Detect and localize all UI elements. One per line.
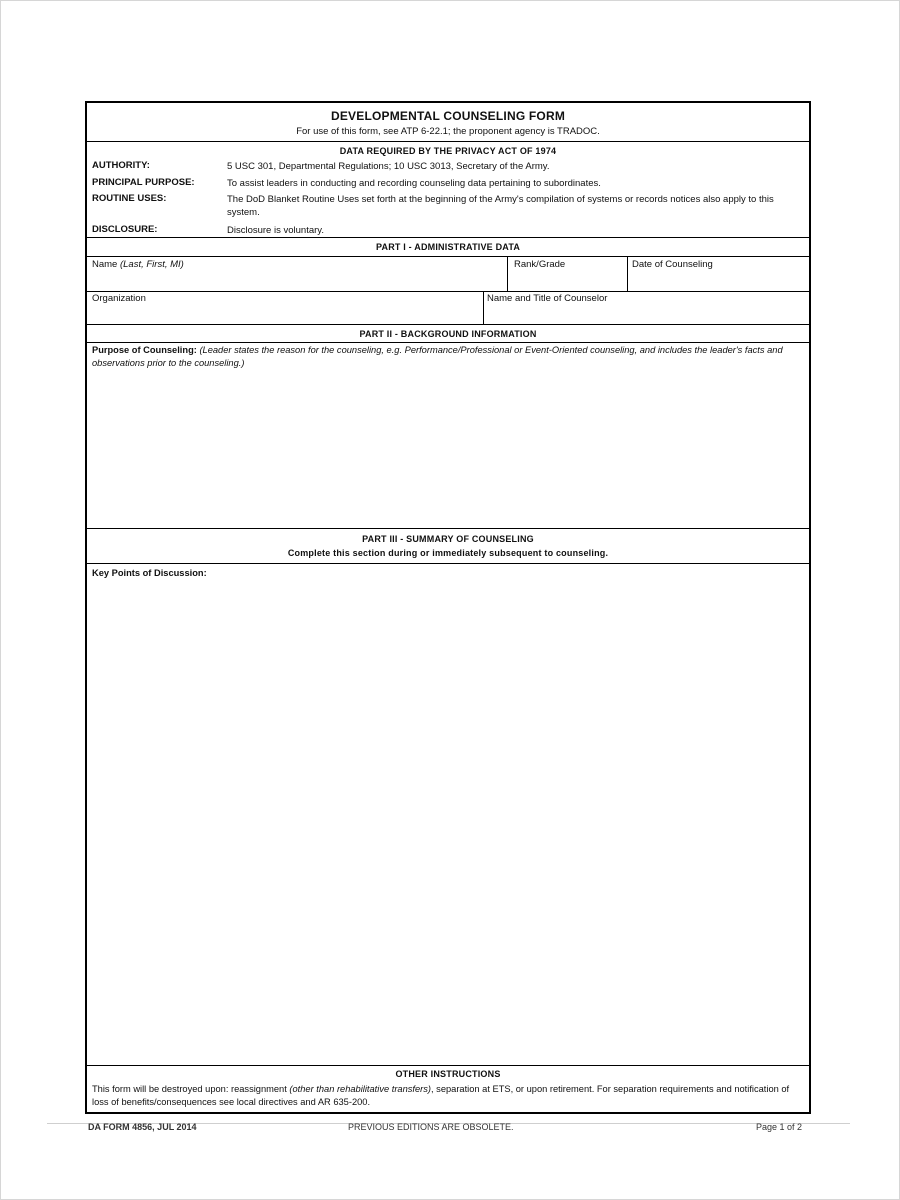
divider <box>627 256 628 291</box>
instructions-part: , separation at ETS, or upon retirement. For separation requirements and notification of loss of benefits/consequences see local directives and AR 635-200. <box>92 1084 790 1107</box>
routine-uses-text: The DoD Blanket Routine Uses set forth at the beginning of the Army's compilation of systems or records notices also apply to this system. <box>227 194 774 218</box>
footer-form-number: DA FORM 4856, JUL 2014 <box>88 1122 197 1132</box>
instructions-part: This form will be destroyed upon: reassignment <box>92 1084 290 1094</box>
divider <box>87 141 809 142</box>
divider <box>87 342 809 343</box>
other-instructions-heading: OTHER INSTRUCTIONS <box>395 1069 501 1079</box>
part2-heading: PART II - BACKGROUND INFORMATION <box>359 329 537 339</box>
organization-field[interactable]: Organization <box>92 293 146 304</box>
routine-uses-label: ROUTINE USES: <box>92 193 167 204</box>
purpose-hint: (Leader states the reason for the counseling, e.g. Performance/Professional or Event-Oriented counseling, and includes the leader's facts and observations prior to the counseling.) <box>92 345 783 368</box>
name-hint: (Last, First, MI) <box>119 259 184 270</box>
divider <box>87 528 809 529</box>
key-points-field[interactable] <box>92 567 805 580</box>
divider <box>507 256 508 291</box>
form-subtitle: For use of this form, see ATP 6-22.1; the proponent agency is TRADOC. <box>296 126 600 137</box>
divider <box>87 324 809 325</box>
divider <box>87 256 809 257</box>
name-field[interactable] <box>92 259 184 270</box>
purpose-label: Purpose of Counseling: <box>92 345 197 355</box>
counseling-form <box>85 101 811 1114</box>
disclosure-text: Disclosure is voluntary. <box>227 225 324 236</box>
footer-editions: PREVIOUS EDITIONS ARE OBSOLETE. <box>348 1122 514 1132</box>
instructions-italic: (other than rehabilitative transfers) <box>289 1084 431 1094</box>
divider <box>483 291 484 324</box>
divider <box>87 291 809 292</box>
footer-page: Page 1 of 2 <box>756 1122 803 1132</box>
principal-purpose-text: To assist leaders in conducting and recording counseling data pertaining to subordinates. <box>227 178 601 189</box>
disclosure-label: DISCLOSURE: <box>92 224 158 235</box>
part3-heading: PART III - SUMMARY OF COUNSELING <box>362 534 534 544</box>
date-of-counseling-field[interactable]: Date of Counseling <box>632 259 713 270</box>
key-points-label: Key Points of Discussion: <box>92 568 207 578</box>
other-instructions-text <box>92 1083 805 1108</box>
rank-grade-field[interactable]: Rank/Grade <box>514 259 566 270</box>
purpose-of-counseling-field[interactable] <box>92 344 805 369</box>
name-label: Name <box>92 259 118 270</box>
principal-purpose-label: PRINCIPAL PURPOSE: <box>92 177 195 188</box>
divider <box>87 563 809 564</box>
part3-subheading: Complete this section during or immediately subsequent to counseling. <box>287 548 609 558</box>
form-title: DEVELOPMENTAL COUNSELING FORM <box>330 109 566 123</box>
counselor-field[interactable]: Name and Title of Counselor <box>487 293 608 304</box>
divider <box>87 237 809 238</box>
divider <box>87 1065 809 1066</box>
privacy-act-heading: DATA REQUIRED BY THE PRIVACY ACT OF 1974 <box>339 146 557 156</box>
part1-heading: PART I - ADMINISTRATIVE DATA <box>375 242 521 252</box>
authority-text: 5 USC 301, Departmental Regulations; 10 USC 3013, Secretary of the Army. <box>227 161 550 172</box>
authority-label: AUTHORITY: <box>92 160 150 171</box>
